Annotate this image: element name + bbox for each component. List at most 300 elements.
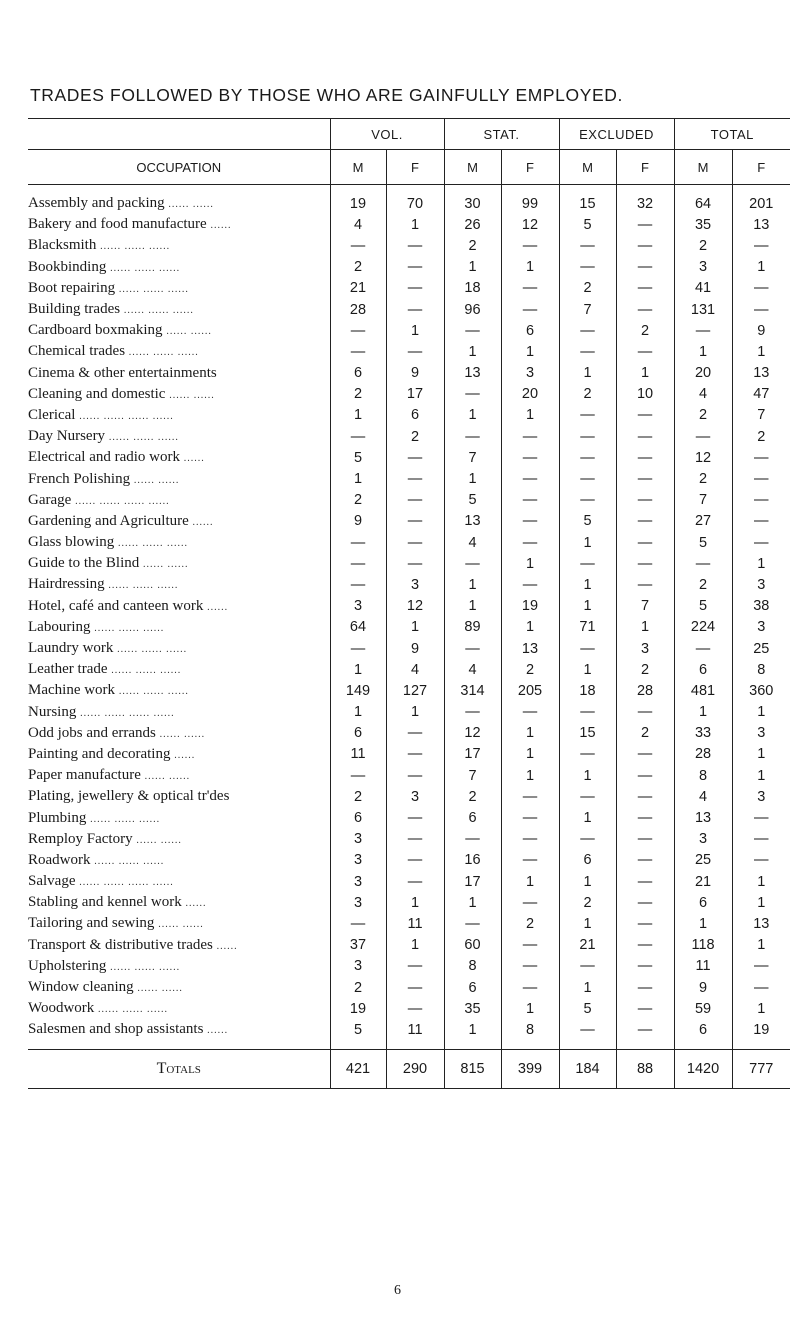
cell-excl-f: — — [616, 744, 674, 765]
total-vol-m: 421 — [330, 1049, 386, 1088]
table-row — [28, 617, 790, 638]
cell-excl-m: — — [559, 320, 616, 341]
occupation-name: Cinema & other entertainments — [28, 364, 217, 381]
cell-stat-f: — — [501, 892, 559, 913]
cell-stat-m: 1 — [444, 892, 501, 913]
cell-total-f: — — [732, 956, 790, 977]
leader-dots: ...... ...... ...... — [128, 347, 199, 359]
cell-excl-m: 2 — [559, 892, 616, 913]
table-row — [28, 193, 790, 214]
cell-total-m: 3 — [674, 829, 732, 850]
cell-excl-f: 7 — [616, 596, 674, 617]
cell-vol-f: 1 — [386, 617, 444, 638]
leader-dots: ...... ...... ...... — [98, 1004, 169, 1016]
cell-total-m: 28 — [674, 744, 732, 765]
group-header-excluded: EXCLUDED — [559, 119, 674, 150]
cell-total-m: 1 — [674, 702, 732, 723]
cell-vol-f: 1 — [386, 892, 444, 913]
leader-dots: ...... ...... — [143, 559, 189, 571]
cell-total-f: — — [732, 807, 790, 828]
cell-vol-m: 3 — [330, 829, 386, 850]
cell-vol-m: 28 — [330, 299, 386, 320]
occupation-cell — [28, 998, 330, 1019]
cell-vol-m: — — [330, 765, 386, 786]
occupation-name: Hairdressing — [28, 576, 105, 593]
cell-total-f: 1 — [732, 892, 790, 913]
cell-vol-f: 9 — [386, 363, 444, 384]
cell-total-m: 7 — [674, 490, 732, 511]
cell-stat-m: 2 — [444, 786, 501, 807]
cell-stat-f: 1 — [501, 341, 559, 362]
cell-stat-m: 13 — [444, 363, 501, 384]
cell-stat-f: 1 — [501, 871, 559, 892]
cell-vol-m: — — [330, 913, 386, 934]
cell-stat-f: 2 — [501, 913, 559, 934]
cell-excl-m: — — [559, 1019, 616, 1040]
cell-stat-f: — — [501, 532, 559, 553]
cell-vol-f: — — [386, 235, 444, 256]
occupation-cell — [28, 532, 330, 553]
cell-excl-m: — — [559, 702, 616, 723]
cell-stat-f: 19 — [501, 596, 559, 617]
cell-total-m: 35 — [674, 214, 732, 235]
cell-stat-f: — — [501, 807, 559, 828]
cell-total-f: — — [732, 235, 790, 256]
total-excl-f: 88 — [616, 1049, 674, 1088]
cell-stat-f: — — [501, 278, 559, 299]
cell-total-f: — — [732, 490, 790, 511]
occupation-name: Plumbing — [28, 809, 87, 826]
cell-total-f: 1 — [732, 998, 790, 1019]
cell-excl-f: — — [616, 490, 674, 511]
cell-excl-f: — — [616, 892, 674, 913]
occupation-cell — [28, 447, 330, 468]
cell-total-f: — — [732, 468, 790, 489]
cell-vol-m: — — [330, 426, 386, 447]
cell-vol-f: — — [386, 532, 444, 553]
cell-vol-f: 11 — [386, 913, 444, 934]
occupation-cell — [28, 659, 330, 680]
cell-stat-f: — — [501, 511, 559, 532]
cell-stat-f: 13 — [501, 638, 559, 659]
cell-total-f: 1 — [732, 765, 790, 786]
cell-excl-m: 15 — [559, 193, 616, 214]
cell-excl-m: 5 — [559, 511, 616, 532]
occupation-cell — [28, 977, 330, 998]
occupation-cell — [28, 765, 330, 786]
cell-excl-f: — — [616, 998, 674, 1019]
cell-total-f: — — [732, 977, 790, 998]
cell-stat-m: 1 — [444, 341, 501, 362]
totals-row — [28, 1049, 790, 1088]
cell-excl-f: — — [616, 257, 674, 278]
cell-stat-m: 4 — [444, 659, 501, 680]
leader-dots: ...... ...... ...... ...... — [80, 707, 175, 719]
cell-total-f: 201 — [732, 193, 790, 214]
cell-total-f: 13 — [732, 363, 790, 384]
occupation-cell — [28, 193, 330, 214]
cell-vol-m: 6 — [330, 807, 386, 828]
cell-excl-f: 2 — [616, 659, 674, 680]
cell-vol-m: 1 — [330, 659, 386, 680]
occupation-cell — [28, 341, 330, 362]
cell-excl-m: 1 — [559, 574, 616, 595]
cell-excl-m: 71 — [559, 617, 616, 638]
leader-dots: ...... ...... ...... — [118, 538, 188, 550]
occupation-cell — [28, 363, 330, 384]
leader-dots: ...... — [192, 516, 214, 528]
leader-dots: ...... ...... ...... — [123, 305, 194, 317]
table-row — [28, 659, 790, 680]
cell-vol-m: — — [330, 235, 386, 256]
cell-total-m: 20 — [674, 363, 732, 384]
occupation-name: Tailoring and sewing — [28, 915, 155, 932]
occupation-name: Roadwork — [28, 851, 91, 868]
occupation-name: Bakery and food manufacture — [28, 216, 207, 233]
cell-vol-f: — — [386, 956, 444, 977]
cell-excl-f: — — [616, 765, 674, 786]
leader-dots: ...... ...... ...... — [108, 580, 179, 592]
occupation-name: Boot repairing — [28, 279, 116, 296]
leader-dots: ...... ...... ...... ...... — [75, 495, 170, 507]
occupation-name: Gardening and Agriculture — [28, 512, 189, 529]
cell-excl-m: 1 — [559, 659, 616, 680]
cell-excl-m: — — [559, 553, 616, 574]
table-row — [28, 892, 790, 913]
cell-stat-m: 7 — [444, 765, 501, 786]
cell-total-m: 8 — [674, 765, 732, 786]
cell-vol-f: — — [386, 998, 444, 1019]
leader-dots: ...... ...... ...... — [117, 644, 188, 656]
table-row — [28, 998, 790, 1019]
spacer-cell — [444, 1041, 501, 1050]
cell-stat-f: 1 — [501, 257, 559, 278]
cell-total-m: 41 — [674, 278, 732, 299]
leader-dots: ...... — [183, 453, 205, 465]
cell-excl-f: — — [616, 871, 674, 892]
cell-total-m: — — [674, 553, 732, 574]
cell-vol-f: — — [386, 807, 444, 828]
cell-vol-f: — — [386, 490, 444, 511]
cell-total-m: 6 — [674, 892, 732, 913]
occupation-name: Electrical and radio work — [28, 449, 181, 466]
cell-total-m: 2 — [674, 468, 732, 489]
cell-vol-f: — — [386, 278, 444, 299]
occupation-name: Day Nursery — [28, 428, 106, 445]
cell-stat-m: — — [444, 638, 501, 659]
occupation-name: Building trades — [28, 301, 121, 318]
occupation-name: French Polishing — [28, 470, 131, 487]
cell-excl-m: — — [559, 235, 616, 256]
cell-stat-m: 1 — [444, 596, 501, 617]
table-row — [28, 744, 790, 765]
occupation-name: Blacksmith — [28, 237, 97, 254]
cell-vol-m: — — [330, 574, 386, 595]
leader-dots: ...... — [174, 749, 196, 761]
cell-excl-f: — — [616, 553, 674, 574]
leader-dots: ...... — [207, 1025, 229, 1037]
cell-excl-m: 2 — [559, 384, 616, 405]
cell-vol-f: 9 — [386, 638, 444, 659]
cell-excl-m: 1 — [559, 532, 616, 553]
cell-total-f: 1 — [732, 702, 790, 723]
leader-dots: ...... ...... ...... — [110, 262, 181, 274]
cell-vol-f: 17 — [386, 384, 444, 405]
cell-vol-f: 1 — [386, 702, 444, 723]
cell-vol-f: 6 — [386, 405, 444, 426]
cell-stat-f: — — [501, 299, 559, 320]
cell-excl-m: 7 — [559, 299, 616, 320]
cell-vol-m: 3 — [330, 850, 386, 871]
occupation-header: OCCUPATION — [28, 150, 330, 185]
sub-header-row — [28, 150, 790, 185]
cell-vol-m: 64 — [330, 617, 386, 638]
table-row — [28, 447, 790, 468]
cell-vol-f: — — [386, 871, 444, 892]
group-header-stat: STAT. — [444, 119, 559, 150]
cell-total-m: 21 — [674, 871, 732, 892]
cell-vol-f: — — [386, 511, 444, 532]
cell-stat-m: — — [444, 829, 501, 850]
occupation-cell — [28, 405, 330, 426]
cell-vol-f: — — [386, 765, 444, 786]
leader-dots: ...... ...... — [136, 834, 182, 846]
cell-total-f: 1 — [732, 257, 790, 278]
table-row — [28, 574, 790, 595]
cell-excl-f: — — [616, 807, 674, 828]
cell-stat-f: 3 — [501, 363, 559, 384]
cell-stat-m: 2 — [444, 235, 501, 256]
table-row — [28, 977, 790, 998]
cell-excl-f: — — [616, 511, 674, 532]
cell-excl-f: — — [616, 850, 674, 871]
cell-total-m: 11 — [674, 956, 732, 977]
cell-stat-f: — — [501, 574, 559, 595]
sub-header-stat-f: F — [501, 150, 559, 185]
cell-total-m: 64 — [674, 193, 732, 214]
occupation-name: Leather trade — [28, 661, 108, 678]
cell-stat-m: 1 — [444, 1019, 501, 1040]
cell-stat-f: 1 — [501, 405, 559, 426]
cell-excl-f: — — [616, 935, 674, 956]
cell-excl-m: 1 — [559, 363, 616, 384]
cell-excl-m: — — [559, 257, 616, 278]
cell-vol-m: 19 — [330, 998, 386, 1019]
occupation-name: Guide to the Blind — [28, 555, 140, 572]
cell-stat-m: 4 — [444, 532, 501, 553]
cell-total-m: 481 — [674, 680, 732, 701]
cell-total-m: — — [674, 320, 732, 341]
cell-excl-f: 10 — [616, 384, 674, 405]
cell-total-m: 118 — [674, 935, 732, 956]
cell-total-f: 9 — [732, 320, 790, 341]
cell-vol-m: 2 — [330, 977, 386, 998]
cell-total-m: 25 — [674, 850, 732, 871]
cell-excl-f: — — [616, 702, 674, 723]
cell-excl-f: 1 — [616, 617, 674, 638]
cell-stat-f: — — [501, 490, 559, 511]
cell-vol-f: 1 — [386, 935, 444, 956]
table-row — [28, 257, 790, 278]
cell-total-m: 4 — [674, 384, 732, 405]
cell-vol-f: — — [386, 850, 444, 871]
leader-dots: ...... ...... — [137, 983, 183, 995]
table-row — [28, 320, 790, 341]
leader-dots: ...... ...... — [133, 474, 180, 486]
cell-stat-m: 8 — [444, 956, 501, 977]
table-row — [28, 553, 790, 574]
cell-stat-m: 12 — [444, 723, 501, 744]
cell-excl-m: 18 — [559, 680, 616, 701]
occupation-cell — [28, 638, 330, 659]
cell-excl-m: — — [559, 638, 616, 659]
cell-vol-f: — — [386, 447, 444, 468]
leader-dots: ...... ...... — [168, 199, 214, 211]
table-row — [28, 405, 790, 426]
cell-excl-f: — — [616, 956, 674, 977]
cell-vol-f: 3 — [386, 574, 444, 595]
sub-header-total-m: M — [674, 150, 732, 185]
cell-total-m: 6 — [674, 1019, 732, 1040]
cell-total-f: 3 — [732, 574, 790, 595]
cell-total-f: 7 — [732, 405, 790, 426]
cell-stat-m: 1 — [444, 468, 501, 489]
group-header-total: TOTAL — [674, 119, 790, 150]
occupation-cell — [28, 596, 330, 617]
cell-vol-m: 5 — [330, 1019, 386, 1040]
cell-stat-f: 99 — [501, 193, 559, 214]
occupation-name: Transport & distributive trades — [28, 936, 213, 953]
leader-dots: ...... ...... ...... — [94, 855, 165, 867]
cell-vol-f: — — [386, 341, 444, 362]
occupation-name: Labouring — [28, 618, 91, 635]
cell-stat-f: — — [501, 956, 559, 977]
cell-excl-m: — — [559, 447, 616, 468]
cell-stat-m: 60 — [444, 935, 501, 956]
occupation-name: Cleaning and domestic — [28, 385, 166, 402]
sub-header-vol-f: F — [386, 150, 444, 185]
table-row — [28, 702, 790, 723]
occupation-cell — [28, 702, 330, 723]
cell-excl-m: — — [559, 829, 616, 850]
leader-dots: ...... ...... ...... — [110, 961, 181, 973]
cell-excl-f: 28 — [616, 680, 674, 701]
cell-stat-m: — — [444, 702, 501, 723]
occupation-cell — [28, 574, 330, 595]
cell-vol-m: 2 — [330, 257, 386, 278]
cell-vol-f: — — [386, 829, 444, 850]
cell-total-f: 13 — [732, 214, 790, 235]
cell-stat-m: 1 — [444, 574, 501, 595]
cell-excl-f: — — [616, 913, 674, 934]
cell-stat-m: 1 — [444, 405, 501, 426]
cell-vol-f: 11 — [386, 1019, 444, 1040]
cell-vol-m: 2 — [330, 384, 386, 405]
occupation-name: Salesmen and shop assistants — [28, 1021, 204, 1038]
cell-stat-f: 1 — [501, 765, 559, 786]
cell-vol-m: 4 — [330, 214, 386, 235]
cell-total-m: 3 — [674, 257, 732, 278]
cell-excl-f: — — [616, 977, 674, 998]
occupation-name: Nursing — [28, 703, 77, 720]
table-row — [28, 1019, 790, 1040]
spacer-cell — [559, 1041, 616, 1050]
cell-stat-m: 35 — [444, 998, 501, 1019]
cell-vol-m: 3 — [330, 892, 386, 913]
occupation-cell — [28, 744, 330, 765]
cell-stat-m: — — [444, 320, 501, 341]
cell-vol-m: 1 — [330, 702, 386, 723]
cell-vol-m: 2 — [330, 490, 386, 511]
table-row — [28, 829, 790, 850]
leader-dots: ...... ...... — [159, 728, 206, 740]
cell-vol-m: — — [330, 320, 386, 341]
table-row — [28, 490, 790, 511]
cell-vol-f: 1 — [386, 214, 444, 235]
table-row — [28, 913, 790, 934]
occupation-cell — [28, 892, 330, 913]
leader-dots: ...... — [207, 601, 229, 613]
cell-total-f: 38 — [732, 596, 790, 617]
cell-total-f: 13 — [732, 913, 790, 934]
occupation-cell — [28, 384, 330, 405]
cell-excl-m: — — [559, 426, 616, 447]
occupation-name: Plating, jewellery & optical tr'des — [28, 788, 230, 805]
cell-stat-f: 2 — [501, 659, 559, 680]
table-row — [28, 956, 790, 977]
occupation-name: Hotel, café and canteen work — [28, 597, 204, 614]
cell-stat-f: — — [501, 447, 559, 468]
cell-vol-m: 2 — [330, 786, 386, 807]
cell-stat-f: — — [501, 977, 559, 998]
cell-stat-f: — — [501, 829, 559, 850]
cell-vol-m: — — [330, 553, 386, 574]
cell-vol-f: 2 — [386, 426, 444, 447]
sub-header-total-f: F — [732, 150, 790, 185]
cell-stat-m: — — [444, 553, 501, 574]
cell-stat-m: 6 — [444, 807, 501, 828]
spacer-cell — [674, 1041, 732, 1050]
table-row — [28, 299, 790, 320]
table-row — [28, 426, 790, 447]
cell-vol-f: — — [386, 977, 444, 998]
cell-vol-f: 3 — [386, 786, 444, 807]
table-row — [28, 723, 790, 744]
cell-stat-f: — — [501, 786, 559, 807]
cell-vol-m: 3 — [330, 871, 386, 892]
cell-excl-f: 32 — [616, 193, 674, 214]
cell-excl-m: 2 — [559, 278, 616, 299]
occupation-cell — [28, 235, 330, 256]
cell-stat-f: 12 — [501, 214, 559, 235]
cell-vol-f: — — [386, 299, 444, 320]
cell-stat-m: 17 — [444, 871, 501, 892]
occupation-name: Paper manufacture — [28, 767, 141, 784]
leader-dots: ...... ...... ...... ...... — [79, 877, 174, 889]
cell-total-m: 13 — [674, 807, 732, 828]
cell-excl-m: — — [559, 744, 616, 765]
total-excl-m: 184 — [559, 1049, 616, 1088]
cell-total-m: 4 — [674, 786, 732, 807]
occupation-cell — [28, 490, 330, 511]
cell-total-f: — — [732, 278, 790, 299]
cell-excl-f: — — [616, 341, 674, 362]
table-row — [28, 765, 790, 786]
cell-excl-f: — — [616, 405, 674, 426]
cell-vol-m: 19 — [330, 193, 386, 214]
leader-dots: ...... ...... ...... — [90, 813, 161, 825]
cell-total-m: 9 — [674, 977, 732, 998]
